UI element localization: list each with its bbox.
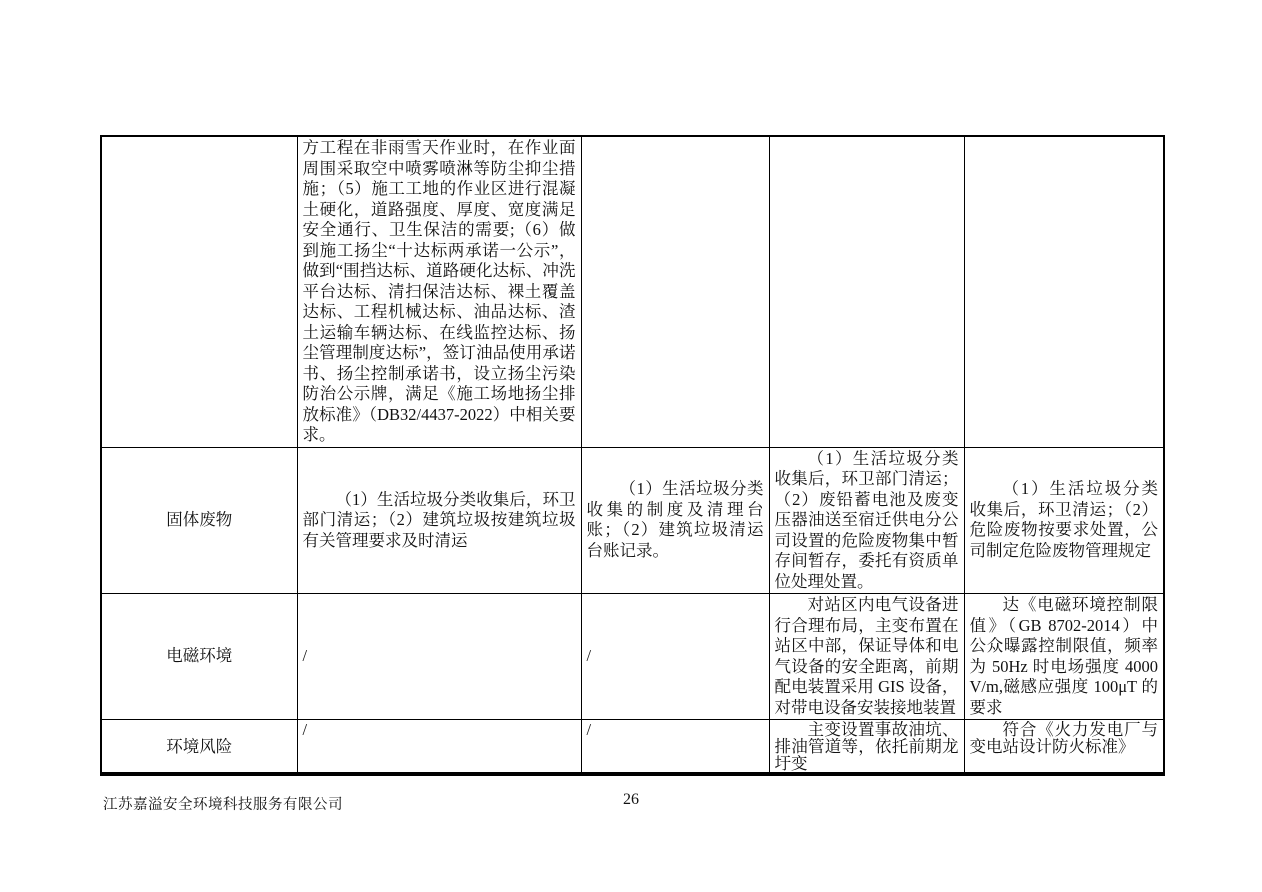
- row-header-empty: [101, 136, 297, 447]
- cell-em-slash-2: /: [581, 594, 769, 720]
- footer-company-name: 江苏嘉溢安全环境科技服务有限公司: [103, 797, 343, 813]
- page-number: 26: [623, 791, 639, 808]
- cell-risk-fire-standard: 符合《火力发电厂与变电站设计防火标准》: [964, 720, 1164, 775]
- row-header-electromagnetic: 电磁环境: [101, 594, 297, 720]
- cell-construction-dust-measures: 方工程在非雨雪天作业时，在作业面周围采取空中喷雾喷淋等防尘抑尘措施；（5）施工工地的作业区进行混凝土硬化，道路强度、厚度、宽度满足安全通行、卫生保洁的需要;（6）做到施工扬尘“十达标两承诺一公示”，做到“围挡达标、道路硬化达标、冲洗平台达标、清扫保洁达标、裸土覆盖达标、工程机械达标、油品达标、渣土运输车辆达标、在线监控达标、扬尘管理制度达标”，签订油品使用承诺书、扬尘控制承诺书，设立扬尘污染防治公示牌，满足《施工场地扬尘排放标准》（DB32/4437-2022）中相关要求。: [297, 136, 581, 447]
- cell-solid-waste-operation: （1）生活垃圾分类收集后，环卫部门清运；（2）废铅蓄电池及废变压器油送至宿迁供电分公司设置的危险废物集中暂存间暂存，委托有资质单位处理处置。: [769, 447, 964, 594]
- cell-risk-slash-1: /: [297, 720, 581, 775]
- cell-em-limit-standard: 达《电磁环境控制限值》（GB 8702-2014）中公众曝露控制限值，频率为 50Hz 时电场强度 4000 V/m,磁感应强度 100μT 的要求: [964, 594, 1164, 720]
- table-row-solid-waste: [101, 447, 1164, 594]
- table-row-environmental-risk: [101, 720, 1164, 775]
- row-header-solid-waste: 固体废物: [101, 447, 297, 594]
- row-header-environmental-risk: 环境风险: [101, 720, 297, 775]
- cell-em-slash-1: /: [297, 594, 581, 720]
- cell-solid-waste-measure: （1）生活垃圾分类收集后，环卫部门清运；（2）建筑垃圾按建筑垃圾有关管理要求及时清运: [297, 447, 581, 594]
- table-row-dust-continuation: [101, 136, 1164, 447]
- cell-empty-2: [769, 136, 964, 447]
- environmental-measures-table: [100, 135, 1165, 776]
- cell-empty-3: [964, 136, 1164, 447]
- cell-empty-1: [581, 136, 769, 447]
- cell-risk-slash-2: /: [581, 720, 769, 775]
- cell-solid-waste-requirement: （1）生活垃圾分类收集后，环卫清运；（2）危险废物按要求处置，公司制定危险废物管理规定: [964, 447, 1164, 594]
- table-row-electromagnetic: [101, 594, 1164, 720]
- cell-solid-waste-ledger: （1）生活垃圾分类收集的制度及清理台账；（2）建筑垃圾清运台账记录。: [581, 447, 769, 594]
- cell-risk-oil-pit: 主变设置事故油坑、排油管道等，依托前期龙圩变: [769, 720, 964, 775]
- cell-em-layout-measure: 对站区内电气设备进行合理布局，主变布置在站区中部，保证导体和电气设备的安全距离，前期配电装置采用 GIS 设备，对带电设备安装接地装置: [769, 594, 964, 720]
